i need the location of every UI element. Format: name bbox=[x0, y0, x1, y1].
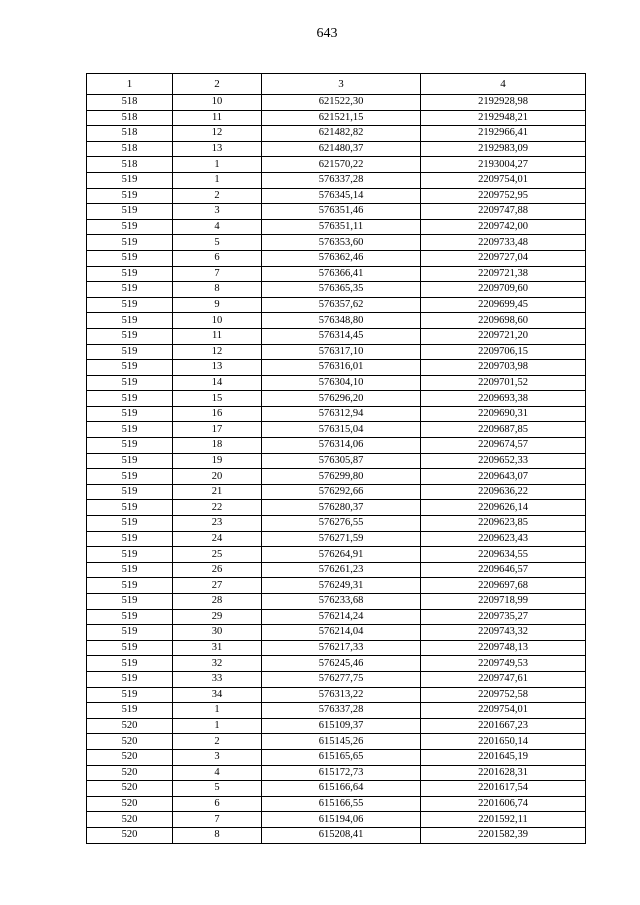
y-coordinate-cell: 2209735,27 bbox=[421, 609, 586, 625]
y-coordinate-cell: 2209636,22 bbox=[421, 484, 586, 500]
x-coordinate-cell: 576351,11 bbox=[262, 219, 421, 235]
point-cell: 22 bbox=[173, 500, 262, 516]
table-row bbox=[87, 687, 586, 703]
y-coordinate-cell: 2209626,14 bbox=[421, 500, 586, 516]
x-coordinate-cell: 576315,04 bbox=[262, 422, 421, 438]
point-cell: 26 bbox=[173, 562, 262, 578]
x-coordinate-cell: 576214,24 bbox=[262, 609, 421, 625]
table-row bbox=[87, 235, 586, 251]
column-header-1: 1 bbox=[87, 74, 173, 95]
table-row bbox=[87, 266, 586, 282]
table-row bbox=[87, 718, 586, 734]
point-cell: 15 bbox=[173, 391, 262, 407]
x-coordinate-cell: 615208,41 bbox=[262, 827, 421, 843]
table-row bbox=[87, 204, 586, 220]
table-row bbox=[87, 500, 586, 516]
y-coordinate-cell: 2209709,60 bbox=[421, 282, 586, 298]
point-cell: 27 bbox=[173, 578, 262, 594]
table-row bbox=[87, 765, 586, 781]
parcel-cell: 519 bbox=[87, 609, 173, 625]
x-coordinate-cell: 576366,41 bbox=[262, 266, 421, 282]
point-cell: 31 bbox=[173, 640, 262, 656]
point-cell: 1 bbox=[173, 718, 262, 734]
parcel-cell: 519 bbox=[87, 360, 173, 376]
point-cell: 4 bbox=[173, 219, 262, 235]
parcel-cell: 518 bbox=[87, 157, 173, 173]
x-coordinate-cell: 576362,46 bbox=[262, 250, 421, 266]
point-cell: 25 bbox=[173, 547, 262, 563]
column-header-4: 4 bbox=[421, 74, 586, 95]
y-coordinate-cell: 2209743,32 bbox=[421, 625, 586, 641]
y-coordinate-cell: 2209748,13 bbox=[421, 640, 586, 656]
y-coordinate-cell: 2209701,52 bbox=[421, 375, 586, 391]
point-cell: 18 bbox=[173, 438, 262, 454]
x-coordinate-cell: 576317,10 bbox=[262, 344, 421, 360]
x-coordinate-cell: 576314,06 bbox=[262, 438, 421, 454]
parcel-cell: 519 bbox=[87, 266, 173, 282]
table-row bbox=[87, 640, 586, 656]
table-row bbox=[87, 781, 586, 797]
x-coordinate-cell: 576348,80 bbox=[262, 313, 421, 329]
table-row bbox=[87, 594, 586, 610]
point-cell: 5 bbox=[173, 781, 262, 797]
parcel-cell: 519 bbox=[87, 687, 173, 703]
x-coordinate-cell: 576296,20 bbox=[262, 391, 421, 407]
table-row bbox=[87, 827, 586, 843]
table-row bbox=[87, 250, 586, 266]
parcel-cell: 519 bbox=[87, 204, 173, 220]
parcel-cell: 519 bbox=[87, 484, 173, 500]
parcel-cell: 520 bbox=[87, 812, 173, 828]
x-coordinate-cell: 576353,60 bbox=[262, 235, 421, 251]
x-coordinate-cell: 576261,23 bbox=[262, 562, 421, 578]
point-cell: 19 bbox=[173, 453, 262, 469]
parcel-cell: 520 bbox=[87, 718, 173, 734]
table-row bbox=[87, 734, 586, 750]
table-row bbox=[87, 703, 586, 719]
x-coordinate-cell: 576305,87 bbox=[262, 453, 421, 469]
table-row bbox=[87, 282, 586, 298]
y-coordinate-cell: 2209721,20 bbox=[421, 328, 586, 344]
point-cell: 34 bbox=[173, 687, 262, 703]
table-row bbox=[87, 126, 586, 142]
parcel-cell: 519 bbox=[87, 453, 173, 469]
parcel-cell: 519 bbox=[87, 282, 173, 298]
table-row bbox=[87, 484, 586, 500]
point-cell: 33 bbox=[173, 671, 262, 687]
point-cell: 8 bbox=[173, 827, 262, 843]
parcel-cell: 519 bbox=[87, 469, 173, 485]
point-cell: 4 bbox=[173, 765, 262, 781]
column-header-3: 3 bbox=[262, 74, 421, 95]
table-row bbox=[87, 157, 586, 173]
y-coordinate-cell: 2209697,68 bbox=[421, 578, 586, 594]
parcel-cell: 519 bbox=[87, 703, 173, 719]
x-coordinate-cell: 615172,73 bbox=[262, 765, 421, 781]
table-row bbox=[87, 406, 586, 422]
x-coordinate-cell: 576304,10 bbox=[262, 375, 421, 391]
parcel-cell: 519 bbox=[87, 235, 173, 251]
table-row bbox=[87, 95, 586, 111]
point-cell: 2 bbox=[173, 188, 262, 204]
parcel-cell: 520 bbox=[87, 749, 173, 765]
point-cell: 1 bbox=[173, 703, 262, 719]
table-row bbox=[87, 375, 586, 391]
x-coordinate-cell: 621521,15 bbox=[262, 110, 421, 126]
x-coordinate-cell: 621522,30 bbox=[262, 95, 421, 111]
x-coordinate-cell: 576245,46 bbox=[262, 656, 421, 672]
point-cell: 24 bbox=[173, 531, 262, 547]
table-row bbox=[87, 625, 586, 641]
table-row bbox=[87, 812, 586, 828]
table-row bbox=[87, 562, 586, 578]
parcel-cell: 518 bbox=[87, 126, 173, 142]
y-coordinate-cell: 2209747,88 bbox=[421, 204, 586, 220]
parcel-cell: 519 bbox=[87, 328, 173, 344]
y-coordinate-cell: 2209687,85 bbox=[421, 422, 586, 438]
y-coordinate-cell: 2209698,60 bbox=[421, 313, 586, 329]
x-coordinate-cell: 576271,59 bbox=[262, 531, 421, 547]
point-cell: 6 bbox=[173, 796, 262, 812]
parcel-cell: 519 bbox=[87, 406, 173, 422]
parcel-cell: 519 bbox=[87, 172, 173, 188]
y-coordinate-cell: 2192948,21 bbox=[421, 110, 586, 126]
point-cell: 12 bbox=[173, 126, 262, 142]
parcel-cell: 519 bbox=[87, 578, 173, 594]
y-coordinate-cell: 2201645,19 bbox=[421, 749, 586, 765]
y-coordinate-cell: 2209693,38 bbox=[421, 391, 586, 407]
table-row bbox=[87, 313, 586, 329]
parcel-cell: 519 bbox=[87, 547, 173, 563]
x-coordinate-cell: 576280,37 bbox=[262, 500, 421, 516]
point-cell: 8 bbox=[173, 282, 262, 298]
parcel-cell: 519 bbox=[87, 531, 173, 547]
x-coordinate-cell: 576249,31 bbox=[262, 578, 421, 594]
point-cell: 5 bbox=[173, 235, 262, 251]
x-coordinate-cell: 576316,01 bbox=[262, 360, 421, 376]
parcel-cell: 519 bbox=[87, 313, 173, 329]
point-cell: 10 bbox=[173, 313, 262, 329]
y-coordinate-cell: 2209749,53 bbox=[421, 656, 586, 672]
table-row bbox=[87, 360, 586, 376]
y-coordinate-cell: 2209634,55 bbox=[421, 547, 586, 563]
parcel-cell: 519 bbox=[87, 375, 173, 391]
table-row bbox=[87, 469, 586, 485]
y-coordinate-cell: 2209718,99 bbox=[421, 594, 586, 610]
parcel-cell: 518 bbox=[87, 110, 173, 126]
y-coordinate-cell: 2209752,58 bbox=[421, 687, 586, 703]
y-coordinate-cell: 2201650,14 bbox=[421, 734, 586, 750]
point-cell: 9 bbox=[173, 297, 262, 313]
parcel-cell: 519 bbox=[87, 188, 173, 204]
y-coordinate-cell: 2209646,57 bbox=[421, 562, 586, 578]
parcel-cell: 519 bbox=[87, 250, 173, 266]
table-row bbox=[87, 422, 586, 438]
parcel-cell: 518 bbox=[87, 141, 173, 157]
table-row bbox=[87, 531, 586, 547]
parcel-cell: 519 bbox=[87, 344, 173, 360]
point-cell: 29 bbox=[173, 609, 262, 625]
table-row bbox=[87, 516, 586, 532]
x-coordinate-cell: 576337,28 bbox=[262, 172, 421, 188]
table-row bbox=[87, 297, 586, 313]
x-coordinate-cell: 576312,94 bbox=[262, 406, 421, 422]
parcel-cell: 519 bbox=[87, 219, 173, 235]
point-cell: 1 bbox=[173, 157, 262, 173]
parcel-cell: 520 bbox=[87, 781, 173, 797]
x-coordinate-cell: 576314,45 bbox=[262, 328, 421, 344]
page-number: 643 bbox=[316, 26, 338, 41]
table-row bbox=[87, 141, 586, 157]
x-coordinate-cell: 615166,64 bbox=[262, 781, 421, 797]
x-coordinate-cell: 621482,82 bbox=[262, 126, 421, 142]
y-coordinate-cell: 2209747,61 bbox=[421, 671, 586, 687]
y-coordinate-cell: 2192966,41 bbox=[421, 126, 586, 142]
point-cell: 10 bbox=[173, 95, 262, 111]
point-cell: 3 bbox=[173, 749, 262, 765]
x-coordinate-cell: 576299,80 bbox=[262, 469, 421, 485]
parcel-cell: 519 bbox=[87, 671, 173, 687]
point-cell: 2 bbox=[173, 734, 262, 750]
y-coordinate-cell: 2209742,00 bbox=[421, 219, 586, 235]
table-row bbox=[87, 578, 586, 594]
parcel-cell: 518 bbox=[87, 95, 173, 111]
point-cell: 7 bbox=[173, 266, 262, 282]
y-coordinate-cell: 2209699,45 bbox=[421, 297, 586, 313]
parcel-cell: 519 bbox=[87, 640, 173, 656]
point-cell: 3 bbox=[173, 204, 262, 220]
table-body bbox=[87, 95, 586, 844]
parcel-cell: 519 bbox=[87, 438, 173, 454]
y-coordinate-cell: 2209754,01 bbox=[421, 703, 586, 719]
x-coordinate-cell: 576351,46 bbox=[262, 204, 421, 220]
table-row bbox=[87, 110, 586, 126]
table-row bbox=[87, 609, 586, 625]
table-row bbox=[87, 172, 586, 188]
table-row bbox=[87, 796, 586, 812]
table-header bbox=[87, 74, 586, 95]
x-coordinate-cell: 621570,22 bbox=[262, 157, 421, 173]
y-coordinate-cell: 2201628,31 bbox=[421, 765, 586, 781]
table-row bbox=[87, 453, 586, 469]
y-coordinate-cell: 2201606,74 bbox=[421, 796, 586, 812]
point-cell: 11 bbox=[173, 110, 262, 126]
parcel-cell: 519 bbox=[87, 516, 173, 532]
x-coordinate-cell: 576345,14 bbox=[262, 188, 421, 204]
y-coordinate-cell: 2209721,38 bbox=[421, 266, 586, 282]
table-row bbox=[87, 438, 586, 454]
parcel-cell: 520 bbox=[87, 765, 173, 781]
table-row bbox=[87, 328, 586, 344]
y-coordinate-cell: 2209690,31 bbox=[421, 406, 586, 422]
point-cell: 20 bbox=[173, 469, 262, 485]
point-cell: 12 bbox=[173, 344, 262, 360]
y-coordinate-cell: 2209643,07 bbox=[421, 469, 586, 485]
y-coordinate-cell: 2209706,15 bbox=[421, 344, 586, 360]
parcel-cell: 519 bbox=[87, 422, 173, 438]
table-row bbox=[87, 547, 586, 563]
parcel-cell: 519 bbox=[87, 297, 173, 313]
point-cell: 14 bbox=[173, 375, 262, 391]
point-cell: 30 bbox=[173, 625, 262, 641]
parcel-cell: 520 bbox=[87, 827, 173, 843]
table-row bbox=[87, 188, 586, 204]
y-coordinate-cell: 2201592,11 bbox=[421, 812, 586, 828]
x-coordinate-cell: 615145,26 bbox=[262, 734, 421, 750]
column-header-2: 2 bbox=[173, 74, 262, 95]
y-coordinate-cell: 2192928,98 bbox=[421, 95, 586, 111]
y-coordinate-cell: 2192983,09 bbox=[421, 141, 586, 157]
header-row bbox=[87, 74, 586, 95]
y-coordinate-cell: 2209733,48 bbox=[421, 235, 586, 251]
y-coordinate-cell: 2193004,27 bbox=[421, 157, 586, 173]
parcel-cell: 519 bbox=[87, 656, 173, 672]
parcel-cell: 519 bbox=[87, 594, 173, 610]
y-coordinate-cell: 2209674,57 bbox=[421, 438, 586, 454]
x-coordinate-cell: 576277,75 bbox=[262, 671, 421, 687]
x-coordinate-cell: 576357,62 bbox=[262, 297, 421, 313]
y-coordinate-cell: 2209727,04 bbox=[421, 250, 586, 266]
y-coordinate-cell: 2209623,43 bbox=[421, 531, 586, 547]
x-coordinate-cell: 576276,55 bbox=[262, 516, 421, 532]
y-coordinate-cell: 2209703,98 bbox=[421, 360, 586, 376]
y-coordinate-cell: 2201582,39 bbox=[421, 827, 586, 843]
y-coordinate-cell: 2209754,01 bbox=[421, 172, 586, 188]
x-coordinate-cell: 576365,35 bbox=[262, 282, 421, 298]
table-row bbox=[87, 344, 586, 360]
point-cell: 17 bbox=[173, 422, 262, 438]
point-cell: 1 bbox=[173, 172, 262, 188]
point-cell: 7 bbox=[173, 812, 262, 828]
point-cell: 16 bbox=[173, 406, 262, 422]
y-coordinate-cell: 2209623,85 bbox=[421, 516, 586, 532]
y-coordinate-cell: 2209752,95 bbox=[421, 188, 586, 204]
parcel-cell: 519 bbox=[87, 500, 173, 516]
parcel-cell: 520 bbox=[87, 734, 173, 750]
parcel-cell: 519 bbox=[87, 391, 173, 407]
x-coordinate-cell: 621480,37 bbox=[262, 141, 421, 157]
point-cell: 32 bbox=[173, 656, 262, 672]
point-cell: 21 bbox=[173, 484, 262, 500]
x-coordinate-cell: 576233,68 bbox=[262, 594, 421, 610]
point-cell: 23 bbox=[173, 516, 262, 532]
x-coordinate-cell: 576264,91 bbox=[262, 547, 421, 563]
x-coordinate-cell: 576214,04 bbox=[262, 625, 421, 641]
table-row bbox=[87, 391, 586, 407]
table-row bbox=[87, 671, 586, 687]
x-coordinate-cell: 576292,66 bbox=[262, 484, 421, 500]
point-cell: 11 bbox=[173, 328, 262, 344]
x-coordinate-cell: 576337,28 bbox=[262, 703, 421, 719]
point-cell: 13 bbox=[173, 141, 262, 157]
x-coordinate-cell: 615165,65 bbox=[262, 749, 421, 765]
x-coordinate-cell: 576313,22 bbox=[262, 687, 421, 703]
table-row bbox=[87, 656, 586, 672]
coordinates-table bbox=[86, 73, 586, 844]
parcel-cell: 520 bbox=[87, 796, 173, 812]
table-row bbox=[87, 219, 586, 235]
point-cell: 13 bbox=[173, 360, 262, 376]
y-coordinate-cell: 2209652,33 bbox=[421, 453, 586, 469]
table-row bbox=[87, 749, 586, 765]
x-coordinate-cell: 576217,33 bbox=[262, 640, 421, 656]
parcel-cell: 519 bbox=[87, 562, 173, 578]
y-coordinate-cell: 2201667,23 bbox=[421, 718, 586, 734]
parcel-cell: 519 bbox=[87, 625, 173, 641]
x-coordinate-cell: 615109,37 bbox=[262, 718, 421, 734]
x-coordinate-cell: 615166,55 bbox=[262, 796, 421, 812]
x-coordinate-cell: 615194,06 bbox=[262, 812, 421, 828]
point-cell: 6 bbox=[173, 250, 262, 266]
y-coordinate-cell: 2201617,54 bbox=[421, 781, 586, 797]
point-cell: 28 bbox=[173, 594, 262, 610]
